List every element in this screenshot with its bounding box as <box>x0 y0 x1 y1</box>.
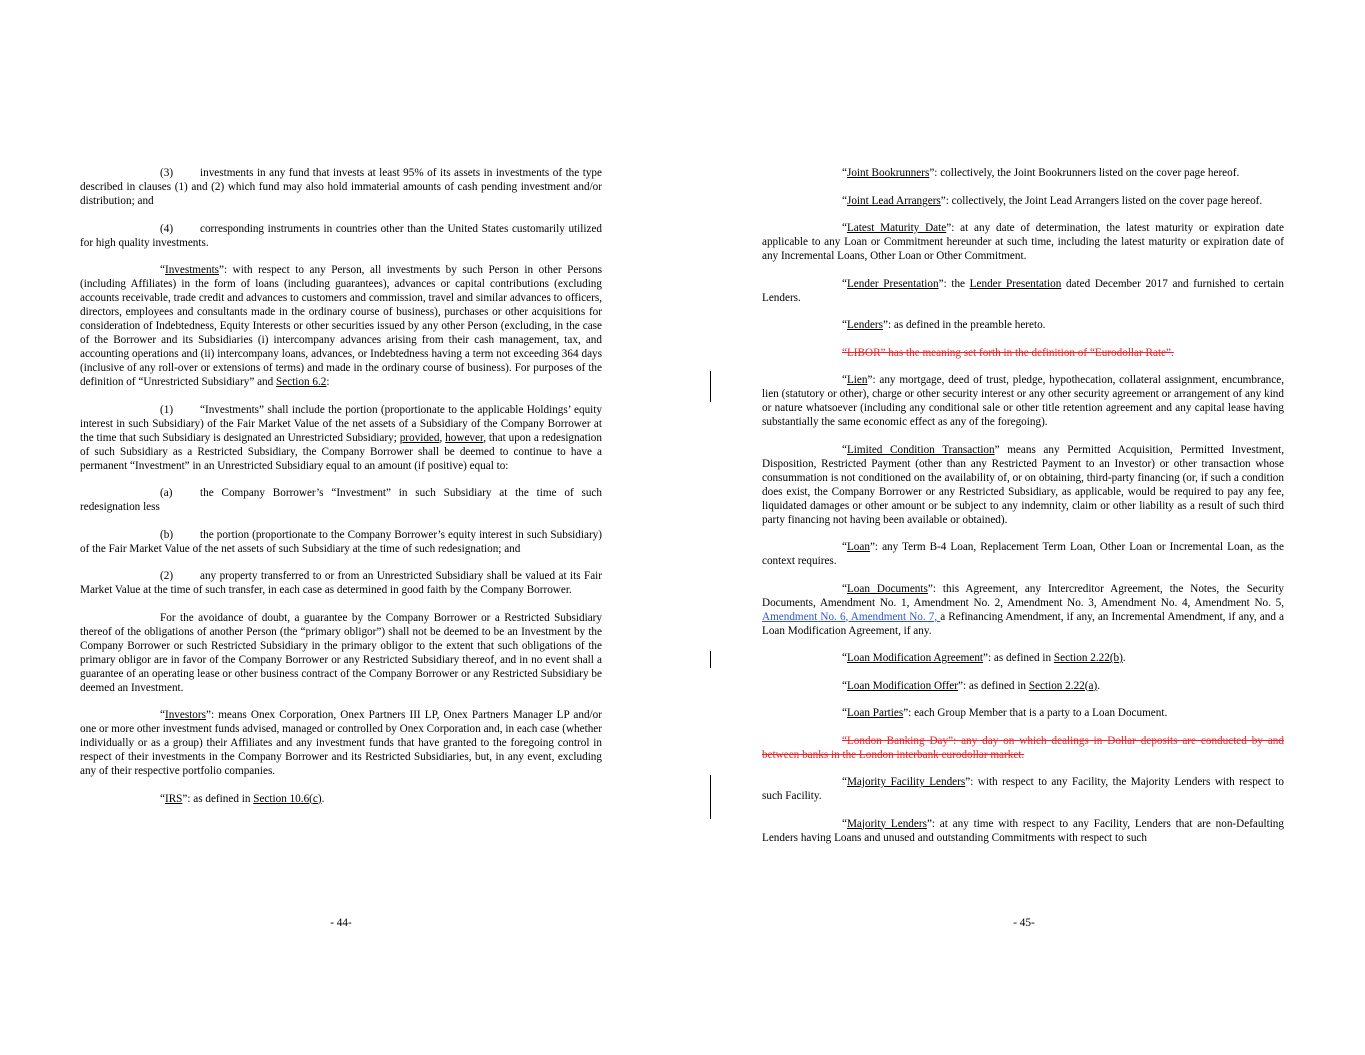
defined-term: Limited Condition Transaction <box>846 443 995 456</box>
definition-tail: . <box>321 792 325 805</box>
change-bar <box>710 651 711 668</box>
definition-limited-condition-transaction: “Limited Condition Transaction” means any Permitted Acquisition, Permitted Investment, Disposition, Restricted Payment (other than any Restricted Payment to an Investor) or other transaction whose consummation is not conditioned on the availability of, or on obtaining, third-party financing (or, if such a condition does exist, the Company Borrower or any Restricted Subsidiary, as applicable, would be required to pay any fee, liquidated damages or other amount or be subject to any indemnity, claim or other liability as a result of such third party financing not having been available or obtained). <box>762 443 1284 526</box>
defined-term: Lender Presentation <box>846 277 939 290</box>
clause-number: (2) <box>160 570 174 582</box>
definition-text: ”: at any time with respect to any Facility, Lenders that are non-Defaulting Lenders having Loans and unused and outstanding Commitments with respect to such <box>762 817 1284 844</box>
definition-majority-lenders: “Majority Lenders”: at any time with respect to any Facility, Lenders that are non-Defaulting Lenders having Loans and unused and outstanding Commitments with respect to such <box>762 817 1284 844</box>
clause-text: any property transferred to or from an Unrestricted Subsidiary shall be valued at its Fair Market Value at the time of such transfer, in each case as determined in good faith by the Company Borrower. <box>80 570 602 596</box>
definition-joint-lead-arrangers: “Joint Lead Arrangers”: collectively, the Joint Lead Arrangers listed on the cover page hereof. <box>842 194 1263 207</box>
clause-text: , that upon a redesignation of such Subsidiary as a Restricted Subsidiary, the Company Borrower shall be deemed to continue to have a permanent “Investment” in an Unrestricted Subsidiary equal to an amount (if positive) equal to: <box>80 431 602 472</box>
change-bar <box>710 371 711 402</box>
defined-term: Joint Bookrunners <box>846 167 930 179</box>
defined-term: Joint Lead Arrangers <box>846 194 941 207</box>
definition-text: ”: the <box>938 277 970 290</box>
defined-term: Majority Facility Lenders <box>846 776 966 788</box>
clause-2 <box>80 569 602 597</box>
definition-lender-presentation: “Lender Presentation”: the Lender Presentation dated December 2017 and furnished to certain Lenders. <box>762 277 1285 304</box>
clause-number: (3) <box>160 167 174 179</box>
defined-term: Loan Modification Offer <box>846 679 958 692</box>
definition-text: ”: means Onex Corporation, Onex Partners III LP, Onex Partners Manager LP and/or one or more other investment funds advised, managed or controlled by Onex Corporation and, in each case (whether individually or as a group) their Affiliates and any investment funds that have granted to the foregoing control in respect of their investments in the Company Borrower and its Restricted Subsidiaries, but, in any event, excluding any of their respective portfolio companies. <box>80 709 602 777</box>
definition-irs: “IRS”: as defined in Section 10.6(c). <box>160 792 325 805</box>
definition-joint-bookrunners: “Joint Bookrunners”: collectively, the Joint Bookrunners listed on the cover page hereof. <box>842 167 1240 179</box>
clause-text: the Company Borrower’s “Investment” in such Subsidiary at the time of such redesignation less <box>80 487 602 513</box>
right-column <box>762 166 1284 858</box>
definition-text: ”: as defined in <box>983 652 1054 664</box>
definition-loan-modification-agreement: “Loan Modification Agreement”: as defined in Section 2.22(b). <box>842 652 1126 664</box>
paragraph-text: For the avoidance of doubt, a guarantee by the Company Borrower or a Restricted Subsidiary thereof of the obligations of another Person (the “primary obligor”) shall not be deemed to be an Investment by the Company Borrower or such Restricted Subsidiary in the primary obligor to the extent that such obligations of the primary obligor are in favor of the Company Borrower or any Restricted Subsidiary thereof, and in no event shall a guarantee of an operating lease or other business contract of the Company Borrower or any Restricted Subsidiary be deemed an Investment. <box>80 611 602 694</box>
deleted-definition-libor <box>762 346 1284 360</box>
defined-term: Loan <box>846 541 870 553</box>
defined-term: Investors <box>164 709 206 721</box>
proviso-however: however <box>445 431 484 444</box>
section-reference: Section 2.22(b) <box>1053 652 1123 664</box>
deleted-definition-london-banking-day <box>762 734 1284 762</box>
clause-3 <box>80 166 602 208</box>
definition-loan-modification-offer: “Loan Modification Offer”: as defined in Section 2.22(a). <box>842 679 1100 692</box>
defined-term: Majority Lenders <box>846 817 927 830</box>
definition-majority-facility-lenders: “Majority Facility Lenders”: with respect to any Facility, the Majority Lenders with respect to such Facility. <box>762 776 1284 802</box>
clause-text: investments in any fund that invests at least 95% of its assets in investments of the type described in clauses (1) and (2) which fund may also hold immaterial amounts of cash pending investment and/or distribution; and <box>80 167 602 207</box>
definition-text: ”: any mortgage, deed of trust, pledge, hypothecation, collateral assignment, encumbrance, lien (statutory or other), charge or other security interest or any other security agreement or arrangement of any kind or nature whatsoever (including any conditional sale or other title retention agreement and any capital lease having substantially the same economic effect as any of the foregoing). <box>762 374 1284 428</box>
left-column <box>80 166 602 819</box>
definition-text: ”: this Agreement, any Intercreditor Agreement, the Notes, the Security Documents, Amendment No. 1, Amendment No. 2, Amendment No. 3, Amendment No. 4, Amendment No. 5, <box>762 582 1284 609</box>
avoidance-of-doubt-paragraph <box>80 611 602 695</box>
definition-text: ” means any Permitted Acquisition, Permitted Investment, Disposition, Restricted Payment (other than any Restricted Payment to an Investor) or other transaction whose consummation is not conditioned on the availability of, or on obtaining, third-party financing (or, if such a condition does exist, the Company Borrower or any Restricted Subsidiary, as applicable, would be required to pay any fee, liquidated damages or other amount or be subject to any indemnity, claim or other liability as a result of such third party financing not having been available or obtained). <box>762 443 1284 526</box>
proviso-separator: , <box>439 431 446 444</box>
clause-b <box>80 528 602 556</box>
clause-a <box>80 486 602 514</box>
deleted-text: “London Banking Day”: any day on which dealings in Dollar deposits are conducted by and between banks in the London interbank eurodollar market. <box>762 734 1284 761</box>
definition-text: ”: any Term B-4 Loan, Replacement Term Loan, Other Loan or Incremental Loan, as the context requires. <box>762 541 1284 567</box>
definition-text: ”: collectively, the Joint Lead Arrangers listed on the cover page hereof. <box>940 194 1263 207</box>
definition-lenders: “Lenders”: as defined in the preamble hereto. <box>842 319 1046 331</box>
definition-loan-parties: “Loan Parties”: each Group Member that is a party to a Loan Document. <box>842 707 1168 719</box>
definition-text: ”: as defined in <box>957 679 1029 692</box>
definition-text: ”: collectively, the Joint Bookrunners listed on the cover page hereof. <box>929 167 1240 179</box>
definition-text: ”: at any date of determination, the latest maturity or expiration date applicable to any Loan or Commitment hereunder at such time, including the latest maturity or expiration date of any Incremental Loans, Other Loan or Other Commitment. <box>762 222 1284 262</box>
clause-4 <box>80 222 602 250</box>
definition-lien: “Lien”: any mortgage, deed of trust, pledge, hypothecation, collateral assignment, encumbrance, lien (statutory or other), charge or other security interest or any other security agreement or arrangement of any kind or nature whatsoever (including any conditional sale or other title retention agreement and any capital lease having substantially the same economic effect as any of the foregoing). <box>762 374 1284 428</box>
defined-term: Investments <box>164 264 220 276</box>
definition-loan: “Loan”: any Term B-4 Loan, Replacement Term Loan, Other Loan or Incremental Loan, as the context requires. <box>762 541 1284 567</box>
definition-tail: . <box>1122 652 1126 664</box>
proviso-provided: provided <box>399 431 440 444</box>
definition-tail: dated December 2017 and furnished to certain Lenders. <box>762 277 1285 304</box>
clause-1 <box>80 403 602 473</box>
defined-term: IRS <box>164 792 183 805</box>
defined-term: Loan Modification Agreement <box>846 652 984 664</box>
definition-text: ”: each Group Member that is a party to a Loan Document. <box>903 707 1168 719</box>
defined-term: Loan Parties <box>846 707 904 719</box>
deleted-text: “LIBOR” has the meaning set forth in the definition of “Eurodollar Rate”. <box>842 346 1174 359</box>
definition-investors: “Investors”: means Onex Corporation, Onex Partners III LP, Onex Partners Manager LP and/or one or more other investment funds advised, managed or controlled by Onex Corporation and, in each case (whether individually or as a group) their Affiliates and any investment funds that have granted to the foregoing control in respect of their investments in the Company Borrower and its Restricted Subsidiaries, but, in any event, excluding any of their respective portfolio companies. <box>80 709 602 777</box>
section-reference: Section 10.6(c) <box>253 792 322 805</box>
clause-number: (a) <box>160 487 173 499</box>
clause-number: (b) <box>160 528 174 541</box>
clause-text: the portion (proportionate to the Company Borrower’s equity interest in such Subsidiary) of the Fair Market Value of the net assets of such Subsidiary at the time of such redesignation; and <box>80 528 602 555</box>
section-reference: Section 2.22(a) <box>1028 679 1098 692</box>
defined-term: Latest Maturity Date <box>846 222 947 234</box>
definition-latest-maturity-date: “Latest Maturity Date”: at any date of determination, the latest maturity or expiration date applicable to any Loan or Commitment hereunder at such time, including the latest maturity or expiration date of any Incremental Loans, Other Loan or Other Commitment. <box>762 222 1284 262</box>
clause-number: (1) <box>160 403 174 416</box>
definition-text: ”: as defined in <box>182 792 254 805</box>
definition-investments: “Investments”: with respect to any Person, all investments by such Person in other Persons (including Affiliates) in the form of loans (including guarantees), advances or capital contributions (excluding accounts receivable, trade credit and advances to customers and commission, travel and similar advances to officers, directors, employees and consultants made in the ordinary course of business), purchases or other acquisitions for consideration of Indebtedness, Equity Interests or other securities issued by any other Person (excluding, in the case of the Borrower and its Subsidiaries (i) intercompany advances arising from their cash management, tax, and accounting operations and (ii) intercompany loans, advances, or Indebtedness having a term not exceeding 364 days (inclusive of any roll-over or extensions of terms) and made in the ordinary course of business). For purposes of the definition of “Unrestricted Subsidiary” and Section 6.2: <box>80 264 602 388</box>
change-bar <box>710 775 711 819</box>
defined-term: Lenders <box>846 319 884 331</box>
defined-term: Lien <box>846 374 868 386</box>
definition-text: ”: with respect to any Facility, the Majority Lenders with respect to such Facility. <box>762 776 1284 802</box>
definition-text: a Refinancing Amendment, if any, an Incremental Amendment, if any, and a Loan Modification Agreement, if any. <box>762 610 1284 637</box>
definition-text: ”: with respect to any Person, all investments by such Person in other Persons (including Affiliates) in the form of loans (including guarantees), advances or capital contributions (excluding accounts receivable, trade credit and advances to customers and commission, travel and similar advances to officers, directors, employees and consultants made in the ordinary course of business), purchases or other acquisitions for consideration of Indebtedness, Equity Interests or other securities issued by any other Person (excluding, in the case of the Borrower and its Subsidiaries (i) intercompany advances arising from their cash management, tax, and accounting operations and (ii) intercompany loans, advances, or Indebtedness having a term not exceeding 364 days (inclusive of any roll-over or extensions of terms) and made in the ordinary course of business). For purposes of the definition of “Unrestricted Subsidiary” and <box>80 264 602 388</box>
page-44 <box>0 0 682 1055</box>
definition-tail: : <box>326 376 330 388</box>
page-number: - 44- <box>330 917 352 929</box>
page-number: - 45- <box>1013 917 1035 929</box>
inserted-text: Amendment No. 6, Amendment No. 7, <box>762 610 941 623</box>
defined-term: Loan Documents <box>846 582 928 595</box>
clause-text: corresponding instruments in countries other than the United States customarily utilized for high quality investments. <box>80 222 602 249</box>
page-45 <box>683 0 1365 1055</box>
clause-number: (4) <box>160 222 174 235</box>
definition-loan-documents: “Loan Documents”: this Agreement, any Intercreditor Agreement, the Notes, the Security Documents, Amendment No. 1, Amendment No. 2, Amendment No. 3, Amendment No. 4, Amendment No. 5, Amendment No. 6, Amendment No. 7, a Refinancing Amendment, if any, an Incremental Amendment, if any, and a Loan Modification Agreement, if any. <box>762 582 1284 637</box>
definition-tail: . <box>1097 679 1100 692</box>
definition-text: ”: as defined in the preamble hereto. <box>883 319 1046 331</box>
clause-text: “Investments” shall include the portion (proportionate to the applicable Holdings’ equity interest in such Subsidiary) of the Fair Market Value of the net assets of a Subsidiary of the Company Borrower at the time that such Subsidiary is designated an Unrestricted Subsidiary; <box>80 403 602 444</box>
section-reference: Section 6.2 <box>276 376 327 388</box>
document-reference: Lender Presentation <box>969 277 1062 290</box>
